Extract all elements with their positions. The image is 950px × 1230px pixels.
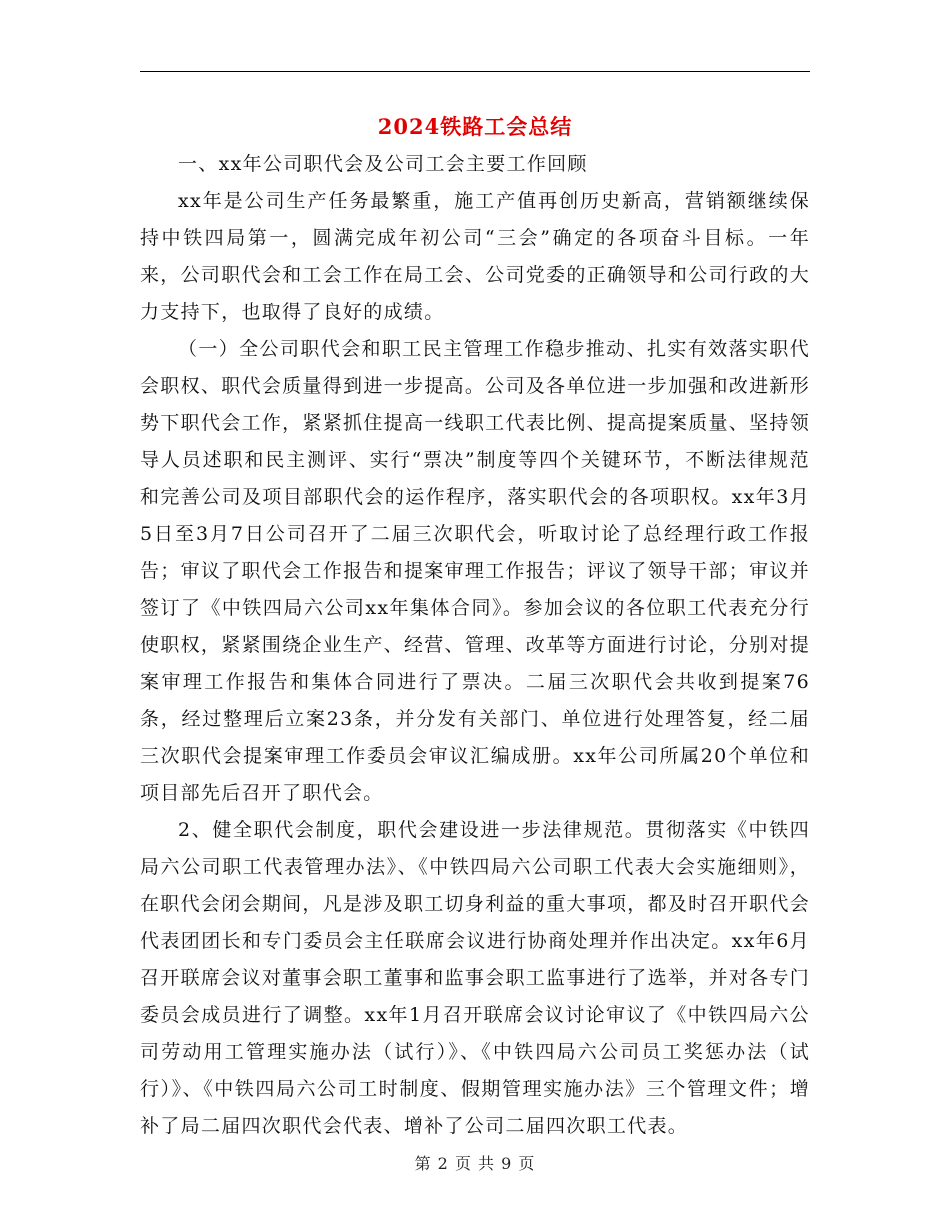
document-title: 2024铁路工会总结 [377, 114, 573, 139]
body-paragraph: xx年是公司生产任务最繁重，施工产值再创历史新高，营销额继续保持中铁四局第一，圆满完成年初公司“三会”确定的各项奋斗目标。一年来，公司职代会和工会工作在局工会、公司党委的正确领导和公司行政的大力支持下，也取得了良好的成绩。 [140, 190, 810, 323]
body-paragraph: 2、健全职代会制度，职代会建设进一步法律规范。贯彻落实《中铁四局六公司职工代表管理办法》、《中铁四局六公司职工代表大会实施细则》，在职代会闭会期间，凡是涉及职工切身利益的重大事项，都及时召开职代会代表团团长和专门委员会主任联席会议进行协商处理并作出决定。xx年6月召开联席会议对董事会职工董事和监事会职工监事进行了选举，并对各专门委员会成员进行了调整。xx年1月召开联席会议讨论审议了《中铁四局六公司劳动用工管理实施办法（试行）》、《中铁四局六公司员工奖惩办法（试行）》、《中铁四局六公司工时制度、假期管理实施办法》三个管理文件；增补了局二届四次职代会代表、增补了公司二届四次职工代表。 [140, 819, 810, 1137]
header-rule [140, 71, 810, 72]
section-heading: 一、xx年公司职代会及公司工会主要工作回顾 [178, 153, 588, 175]
page-number-footer: 第 2 页 共 9 页 [414, 1154, 536, 1173]
body-paragraph: （一）全公司职代会和职工民主管理工作稳步推动、扎实有效落实职代会职权、职代会质量得到进一步提高。公司及各单位进一步加强和改进新形势下职代会工作，紧紧抓住提高一线职工代表比例、提高提案质量、坚持领导人员述职和民主测评、实行“票决”制度等四个关键环节，不断法律规范和完善公司及项目部职代会的运作程序，落实职代会的各项职权。xx年3月5日至3月7日公司召开了二届三次职代会，听取讨论了总经理行政工作报告；审议了职代会工作报告和提案审理工作报告；评议了领导干部；审议并签订了《中铁四局六公司xx年集体合同》。参加会议的各位职工代表充分行使职权，紧紧围绕企业生产、经营、管理、改革等方面进行讨论，分别对提案审理工作报告和集体合同进行了票决。二届三次职代会共收到提案76条，经过整理后立案23条，并分发有关部门、单位进行处理答复，经二届三次职代会提案审理工作委员会审议汇编成册。xx年公司所属20个单位和项目部先后召开了职代会。 [140, 338, 810, 804]
document-body [140, 146, 810, 1145]
